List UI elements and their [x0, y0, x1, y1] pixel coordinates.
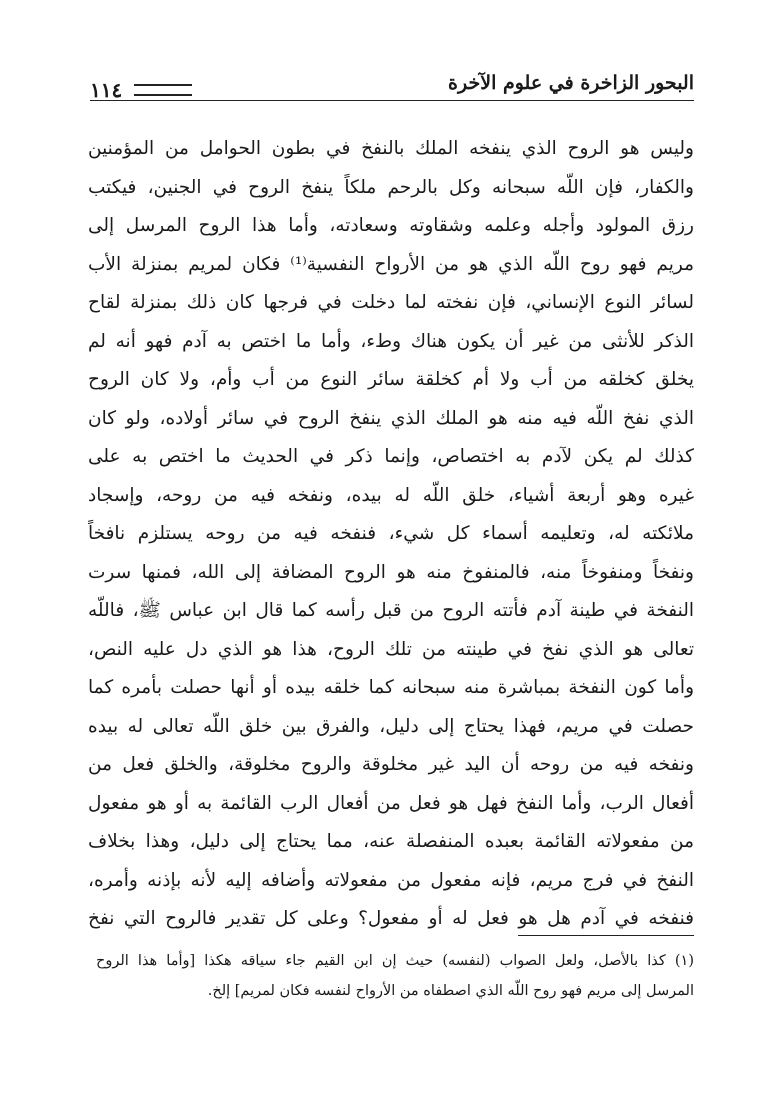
text-line: فنفخه في آدم هل هو فعل له أو مفعول؟ وعلى كل تقدير فالروح التي نفخ: [88, 908, 694, 929]
text-line: وليس هو الروح الذي ينفخه الملك بالنفخ في بطون الحوامل من المؤمنين: [88, 138, 694, 159]
text-line: كذلك لم يكن لآدم به اختصاص، وإنما ذكر في الحديث ما اختص به على: [88, 446, 694, 467]
text-line: والكفار، فإن اللّه سبحانه وكل بالرحم ملكاً ينفخ الروح في الجنين، فيكتب: [88, 176, 694, 198]
text-line: الذكر للأنثى من غير أن يكون هناك وطء، وأما ما اختص به آدم فهو أنه لم: [88, 330, 694, 352]
text-line: ونفخه فيه من روحه أن اليد غير مخلوقة والروح مخلوقة، والخلق فعل من: [88, 754, 694, 775]
text-line: النفخ في فرج مريم، فإنه مفعول من مفعولاته وأضافه إليه لأنه بإذنه وأمره،: [88, 869, 694, 891]
text-line: من مفعولاته القائمة بعبده المنفصلة عنه، مما يحتاج إلى دليل، وهذا بخلاف: [88, 831, 694, 852]
text-line: مريم فهو روح اللّه الذي هو من الأرواح النفسية⁽¹⁾ فكان لمريم بمنزلة الأب: [88, 253, 694, 275]
text-line: يخلق كخلقه من أب ولا أم كخلقة سائر النوع من أب وأم، ولا كان الروح: [88, 369, 694, 390]
page-number: ١١٤: [90, 78, 123, 102]
footnote-separator: [518, 935, 694, 936]
footnote-line: المرسل إلى مريم فهو روح اللّه الذي اصطفاه من الأرواح لنفسه فكان لمريم] إلخ.: [207, 983, 694, 999]
main-text: [88, 130, 694, 939]
page-header: [90, 64, 694, 124]
footnotes: [96, 946, 694, 1006]
text-line: ملائكته له، وتعليمه أسماء كل شيء، فنفخه فيه من روحه يستلزم نافخاً: [88, 523, 694, 544]
text-line: رزق المولود وأجله وعلمه وشقاوته وسعادته، وأما هذا الروح المرسل إلى: [88, 215, 694, 236]
page-number-ornament: [134, 84, 192, 96]
text-line: غيره وهو أربعة أشياء، خلق اللّه له بيده، ونفخه فيه من روحه، وإسجاد: [88, 484, 694, 506]
text-line: ونفخاً ومنفوخاً منه، فالمنفوخ منه هو الروح المضافة إلى الله، فمنها سرت: [88, 561, 694, 583]
text-line: تعالى هو الذي نفخ في طينته من تلك الروح، هذا هو الذي دل عليه النص،: [88, 638, 694, 660]
text-line: أفعال الرب، وأما النفخ فهل هو فعل من أفعال الرب القائمة به أو هو مفعول: [88, 792, 694, 814]
page-number-block: [90, 78, 192, 102]
running-book-title: البحور الزاخرة في علوم الآخرة: [448, 72, 694, 94]
footnote-line: (١) كذا بالأصل، ولعل الصواب (لنفسه) حيث إن ابن القيم جاء سياقه هكذا [وأما هذا الروح: [96, 953, 694, 969]
text-line: الذي نفخ اللّه فيه منه هو الملك الذي ينفخ الروح في سائر أولاده، ولو كان: [88, 407, 694, 429]
text-line: وأما كون النفخة بمباشرة منه سبحانه كما خلقه بيده أو أنها حصلت بأمره كما: [88, 677, 694, 698]
text-line: النفخة في طينة آدم فأتته الروح من قبل رأسه كما قال ابن عباس ﷺ، فاللّه: [88, 600, 694, 621]
text-line: لسائر النوع الإنساني، فإن نفخته لما دخلت في فرجها كان ذلك بمنزلة لقاح: [88, 292, 694, 313]
text-line: حصلت في مريم، فهذا يحتاج إلى دليل، والفرق بين خلق اللّه تعالى له بيده: [88, 715, 694, 737]
